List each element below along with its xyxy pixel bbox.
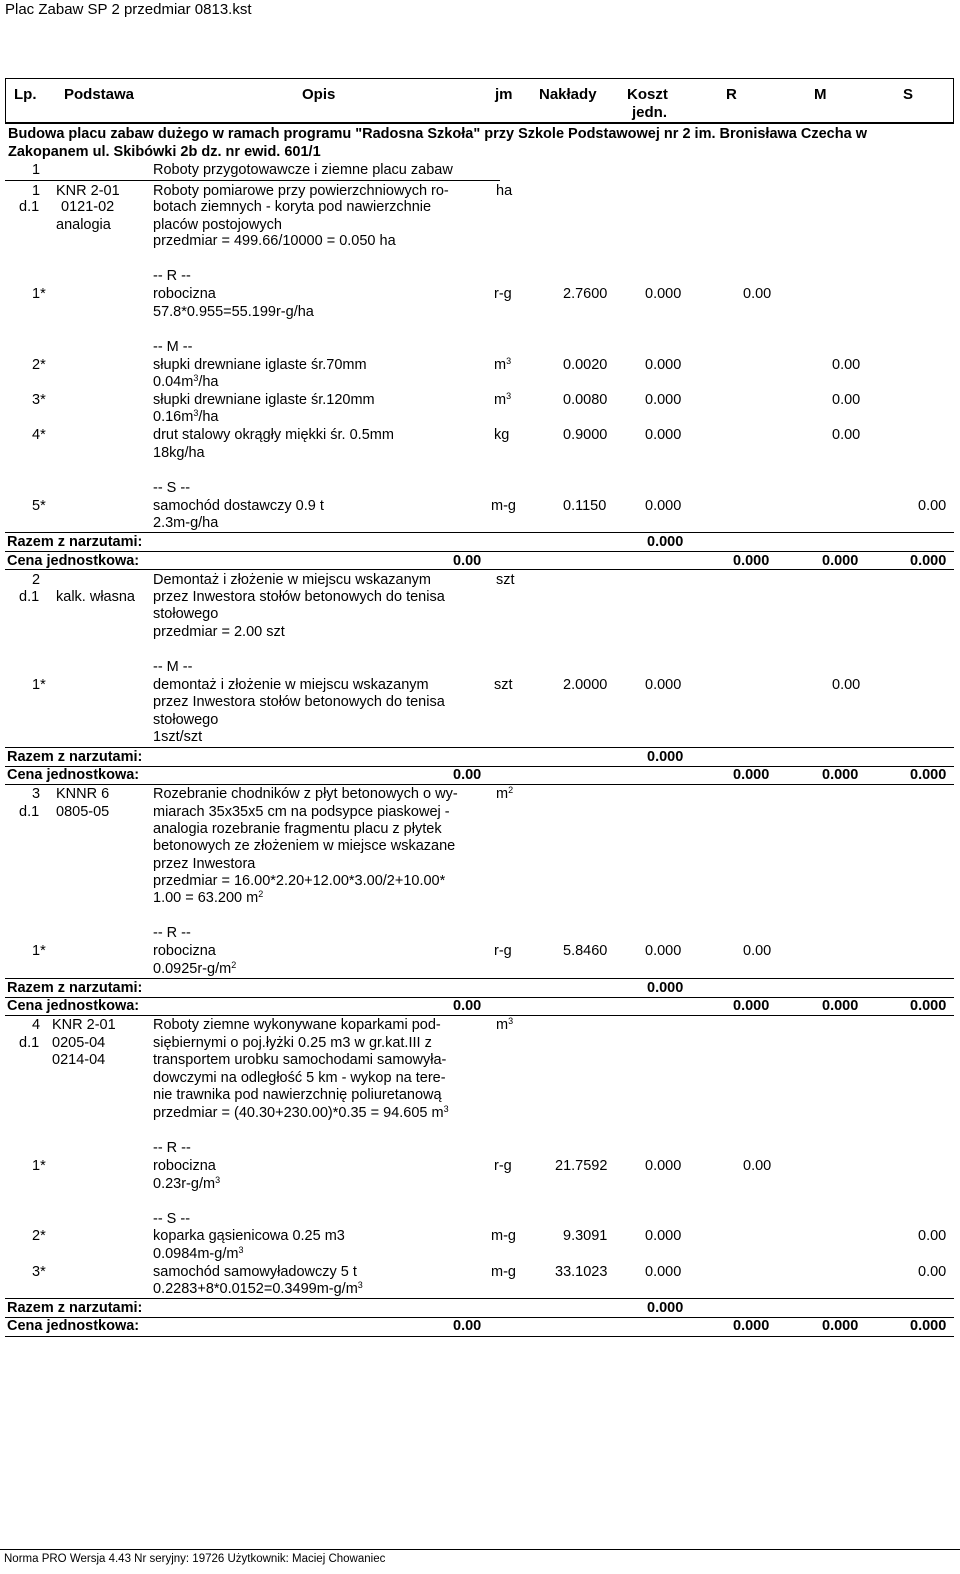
col-naklady: Nakłady — [539, 86, 597, 103]
item1-m3-m: 0.00 — [832, 392, 861, 408]
col-jm: jm — [495, 86, 513, 103]
item1-s5-num: 5* — [32, 498, 46, 514]
item1-s5-naklady: 0.1150 — [563, 498, 607, 514]
item2-cena-r: 0.000 — [733, 767, 770, 783]
item3-cena-value: 0.00 — [453, 998, 482, 1014]
item4-s2-koszt: 0.000 — [645, 1228, 682, 1244]
col-opis: Opis — [302, 86, 336, 103]
item2-m1-jm: szt — [494, 677, 513, 693]
item1-m2-m: 0.00 — [832, 357, 861, 373]
item3-cena-s: 0.000 — [910, 998, 947, 1014]
item1-m2-jm: $m^3$ — [494, 356, 512, 373]
item3-r1-r: 0.00 — [743, 943, 772, 959]
item2-desc-2: przez Inwestora stołów betonowych do tenisa — [153, 589, 445, 605]
item1-cena-value: 0.00 — [453, 553, 482, 569]
section-number: 1 — [32, 162, 41, 178]
item1-lp-d: d.1 — [19, 199, 40, 215]
item4-s2-naklady: 9.3091 — [563, 1228, 608, 1244]
item1-s-header: -- S -- — [153, 480, 191, 496]
item2-desc-1: Demontaż i złożenie w miejscu wskazanym — [153, 572, 432, 588]
item4-razem-value: 0.000 — [647, 1300, 684, 1316]
item4-cena-m: 0.000 — [822, 1318, 859, 1334]
item4-desc-1: Roboty ziemne wykonywane koparkami pod- — [153, 1017, 441, 1033]
item1-r1-num: 1* — [32, 286, 46, 302]
item4-cena-r: 0.000 — [733, 1318, 770, 1334]
item3-r1-num: 1* — [32, 943, 46, 959]
item4-desc-2: siębiernymi o poj.łyżki 0.25 m3 w gr.kat.III z — [153, 1035, 432, 1051]
item1-s5-jm: m-g — [491, 498, 516, 514]
item1-desc-4: przedmiar = 499.66/10000 = 0.050 ha — [153, 233, 396, 249]
item4-cena-value: 0.00 — [453, 1318, 482, 1334]
item2-lp-d: d.1 — [19, 589, 40, 605]
item3-r-header: -- R -- — [153, 925, 191, 941]
item3-desc-6: przedmiar = 16.00*2.20+12.00*3.00/2+10.00* — [153, 873, 446, 889]
item1-m2-name: słupki drewniane iglaste śr.70mm — [153, 357, 367, 373]
item4-s3-norm: $0.2283+8*0.0152=0.3499m-g/m^3$ — [153, 1280, 363, 1297]
item2-m1-line2: przez Inwestora stołów betonowych do tenisa — [153, 694, 445, 710]
item3-desc-2: miarach 35x35x5 cm na podsypce piaskowej - — [153, 804, 450, 820]
item1-r1-norm: 57.8*0.955=55.199r-g/ha — [153, 304, 314, 320]
item4-s2-num: 2* — [32, 1228, 46, 1244]
item1-cena-s: 0.000 — [910, 553, 947, 569]
item3-r1-naklady: 5.8460 — [563, 943, 608, 959]
item4-razem-label: Razem z narzutami: — [7, 1300, 143, 1316]
item1-m4-m: 0.00 — [832, 427, 861, 443]
item1-cena-r: 0.000 — [733, 553, 770, 569]
item1-s5-norm: 2.3m-g/ha — [153, 515, 219, 531]
divider — [5, 747, 954, 748]
item2-cena-m: 0.000 — [822, 767, 859, 783]
item1-m3-naklady: 0.0080 — [563, 392, 608, 408]
item1-s5-koszt: 0.000 — [645, 498, 682, 514]
document-title: Plac Zabaw SP 2 przedmiar 0813.kst — [5, 1, 252, 18]
item1-m4-koszt: 0.000 — [645, 427, 682, 443]
item4-r1-r: 0.00 — [743, 1158, 772, 1174]
item2-m1-line3: stołowego — [153, 712, 219, 728]
item2-m1-num: 1* — [32, 677, 46, 693]
item1-m4-name: drut stalowy okrągły miękki śr. 0.5mm — [153, 427, 394, 443]
col-koszt-jedn: jedn. — [632, 104, 668, 121]
item4-r-header: -- R -- — [153, 1140, 191, 1156]
item1-s5-name: samochód dostawczy 0.9 t — [153, 498, 324, 514]
item1-r1-jm: r-g — [494, 286, 512, 302]
item3-r1-norm: $0.0925r-g/m^2$ — [153, 960, 237, 977]
item4-r1-name: robocizna — [153, 1158, 216, 1174]
item1-basis-3: analogia — [56, 217, 111, 233]
item1-r-header: -- R -- — [153, 268, 191, 284]
item1-r1-koszt: 0.000 — [645, 286, 682, 302]
item3-razem-label: Razem z narzutami: — [7, 980, 143, 996]
item2-basis: kalk. własna — [56, 589, 135, 605]
item3-jm: $m^2$ — [496, 785, 514, 802]
item4-s3-koszt: 0.000 — [645, 1264, 682, 1280]
item1-m3-norm: $0.16m^3/ha$ — [153, 408, 219, 425]
section-underline — [5, 180, 500, 181]
item3-basis-2: 0805-05 — [56, 804, 110, 820]
divider — [5, 1015, 954, 1016]
item1-m4-num: 4* — [32, 427, 46, 443]
col-koszt: Koszt — [627, 86, 668, 103]
item1-r1-r: 0.00 — [743, 286, 772, 302]
item4-s2-s: 0.00 — [918, 1228, 947, 1244]
item3-r1-jm: r-g — [494, 943, 512, 959]
item4-cena-s: 0.000 — [910, 1318, 947, 1334]
item4-s3-s: 0.00 — [918, 1264, 947, 1280]
item1-r1-naklady: 2.7600 — [563, 286, 608, 302]
item4-r1-jm: r-g — [494, 1158, 512, 1174]
item2-m1-naklady: 2.0000 — [563, 677, 608, 693]
item1-m4-norm: 18kg/ha — [153, 445, 205, 461]
item2-lp: 2 — [32, 572, 41, 588]
item1-m2-norm: $0.04m^3/ha$ — [153, 373, 219, 390]
item2-razem-label: Razem z narzutami: — [7, 749, 143, 765]
item1-m3-num: 3* — [32, 392, 46, 408]
item4-r1-num: 1* — [32, 1158, 46, 1174]
item1-m3-name: słupki drewniane iglaste śr.120mm — [153, 392, 375, 408]
col-r: R — [726, 86, 737, 103]
item3-r1-name: robocizna — [153, 943, 216, 959]
item2-m-header: -- M -- — [153, 659, 193, 675]
item4-r1-koszt: 0.000 — [645, 1158, 682, 1174]
project-title-line2: Zakopanem ul. Skibówki 2b dz. nr ewid. 601/1 — [8, 144, 321, 160]
item4-r1-naklady: 21.7592 — [555, 1158, 608, 1174]
item4-s3-jm: m-g — [491, 1264, 516, 1280]
item2-cena-value: 0.00 — [453, 767, 482, 783]
col-m: M — [814, 86, 827, 103]
divider — [5, 784, 954, 785]
item1-desc-1: Roboty pomiarowe przy powierzchniowych ro- — [153, 183, 449, 199]
item2-jm: szt — [496, 572, 515, 588]
item1-r1-name: robocizna — [153, 286, 216, 302]
item4-s2-name: koparka gąsienicowa 0.25 m3 — [153, 1228, 345, 1244]
col-s: S — [903, 86, 914, 103]
item2-desc-4: przedmiar = 2.00 szt — [153, 624, 285, 640]
item1-m4-naklady: 0.9000 — [563, 427, 608, 443]
item3-cena-m: 0.000 — [822, 998, 859, 1014]
item4-basis-2: 0205-04 — [52, 1035, 106, 1051]
item3-lp-d: d.1 — [19, 804, 40, 820]
item3-r1-koszt: 0.000 — [645, 943, 682, 959]
section-title: Roboty przygotowawcze i ziemne placu zabaw — [153, 162, 453, 178]
item4-basis-1: KNR 2-01 — [52, 1017, 116, 1033]
divider — [5, 1298, 954, 1299]
item1-basis-1: KNR 2-01 — [56, 183, 120, 199]
item4-s3-naklady: 33.1023 — [555, 1264, 608, 1280]
item1-m3-jm: $m^3$ — [494, 391, 512, 408]
divider — [5, 1336, 954, 1337]
item3-desc-1: Rozebranie chodników z płyt betonowych o wy- — [153, 786, 458, 802]
divider — [5, 978, 954, 979]
header-divider — [5, 122, 954, 124]
footer-rule — [0, 1549, 960, 1550]
item4-s-header: -- S -- — [153, 1211, 191, 1227]
item1-razem-value: 0.000 — [647, 534, 684, 550]
item4-s2-norm: $0.0984m-g/m^3$ — [153, 1245, 244, 1262]
divider — [5, 532, 954, 533]
col-lp: Lp. — [14, 86, 37, 103]
item3-desc-4: betonowych ze złożeniem w miejsce wskazane — [153, 838, 456, 854]
item4-basis-3: 0214-04 — [52, 1052, 106, 1068]
item4-jm: $m^3$ — [496, 1016, 514, 1033]
item2-m1-m: 0.00 — [832, 677, 861, 693]
project-title-line1: Budowa placu zabaw dużego w ramach programu "Radosna Szkoła" przy Szkole Podstawowej nr 2 im. Bronisława Czecha w — [8, 126, 867, 142]
item2-m1-line1: demontaż i złożenie w miejscu wskazanym — [153, 677, 429, 693]
item4-desc-6: przedmiar = (40.30+230.00)*0.35 = 94.605 $m^3$ — [153, 1104, 449, 1121]
item1-s5-s: 0.00 — [918, 498, 947, 514]
item1-m2-koszt: 0.000 — [645, 357, 682, 373]
item4-s2-jm: m-g — [491, 1228, 516, 1244]
item3-lp: 3 — [32, 786, 41, 802]
item2-cena-label: Cena jednostkowa: — [7, 767, 140, 783]
item1-cena-label: Cena jednostkowa: — [7, 553, 140, 569]
item2-razem-value: 0.000 — [647, 749, 684, 765]
item3-desc-5: przez Inwestora — [153, 856, 256, 872]
item1-jm: ha — [496, 183, 513, 199]
item2-cena-s: 0.000 — [910, 767, 947, 783]
item2-m1-norm: 1szt/szt — [153, 729, 203, 745]
item1-m3-koszt: 0.000 — [645, 392, 682, 408]
item4-cena-label: Cena jednostkowa: — [7, 1318, 140, 1334]
item1-desc-3: placów postojowych — [153, 217, 282, 233]
divider — [5, 551, 954, 552]
divider — [5, 569, 954, 570]
item3-desc-3: analogia rozebranie fragmentu placu z płytek — [153, 821, 442, 837]
table-header — [5, 78, 954, 123]
item1-lp: 1 — [32, 183, 41, 199]
item2-m1-koszt: 0.000 — [645, 677, 682, 693]
item1-m-header: -- M -- — [153, 339, 193, 355]
item1-m2-num: 2* — [32, 357, 46, 373]
item3-cena-r: 0.000 — [733, 998, 770, 1014]
item1-razem-label: Razem z narzutami: — [7, 534, 143, 550]
item1-m4-jm: kg — [494, 427, 510, 443]
item4-s3-name: samochód samowyładowczy 5 t — [153, 1264, 357, 1280]
item4-lp: 4 — [32, 1017, 41, 1033]
item4-desc-5: nie trawnika pod nawierzchnię poliuretanową — [153, 1087, 442, 1103]
item2-desc-3: stołowego — [153, 606, 219, 622]
col-podstawa: Podstawa — [64, 86, 135, 103]
item4-lp-d: d.1 — [19, 1035, 40, 1051]
footer-text: Norma PRO Wersja 4.43 Nr seryjny: 19726 Użytkownik: Maciej Chowaniec — [4, 1553, 386, 1565]
item1-cena-m: 0.000 — [822, 553, 859, 569]
item3-basis-1: KNNR 6 — [56, 786, 110, 802]
item3-cena-label: Cena jednostkowa: — [7, 998, 140, 1014]
item4-r1-norm: $0.23r-g/m^3$ — [153, 1175, 221, 1192]
item1-desc-2: botach ziemnych - koryta pod nawierzchnie — [153, 199, 432, 215]
item4-desc-3: transportem urobku samochodami samowyła- — [153, 1052, 447, 1068]
item1-basis-2: 0121-02 — [61, 199, 115, 215]
item1-m2-naklady: 0.0020 — [563, 357, 608, 373]
item4-desc-4: dowczymi na odległość 5 km - wykop na tere- — [153, 1070, 446, 1086]
item3-desc-7: 1.00 = 63.200 $m^2$ — [153, 889, 264, 906]
item4-s3-num: 3* — [32, 1264, 46, 1280]
item3-razem-value: 0.000 — [647, 980, 684, 996]
